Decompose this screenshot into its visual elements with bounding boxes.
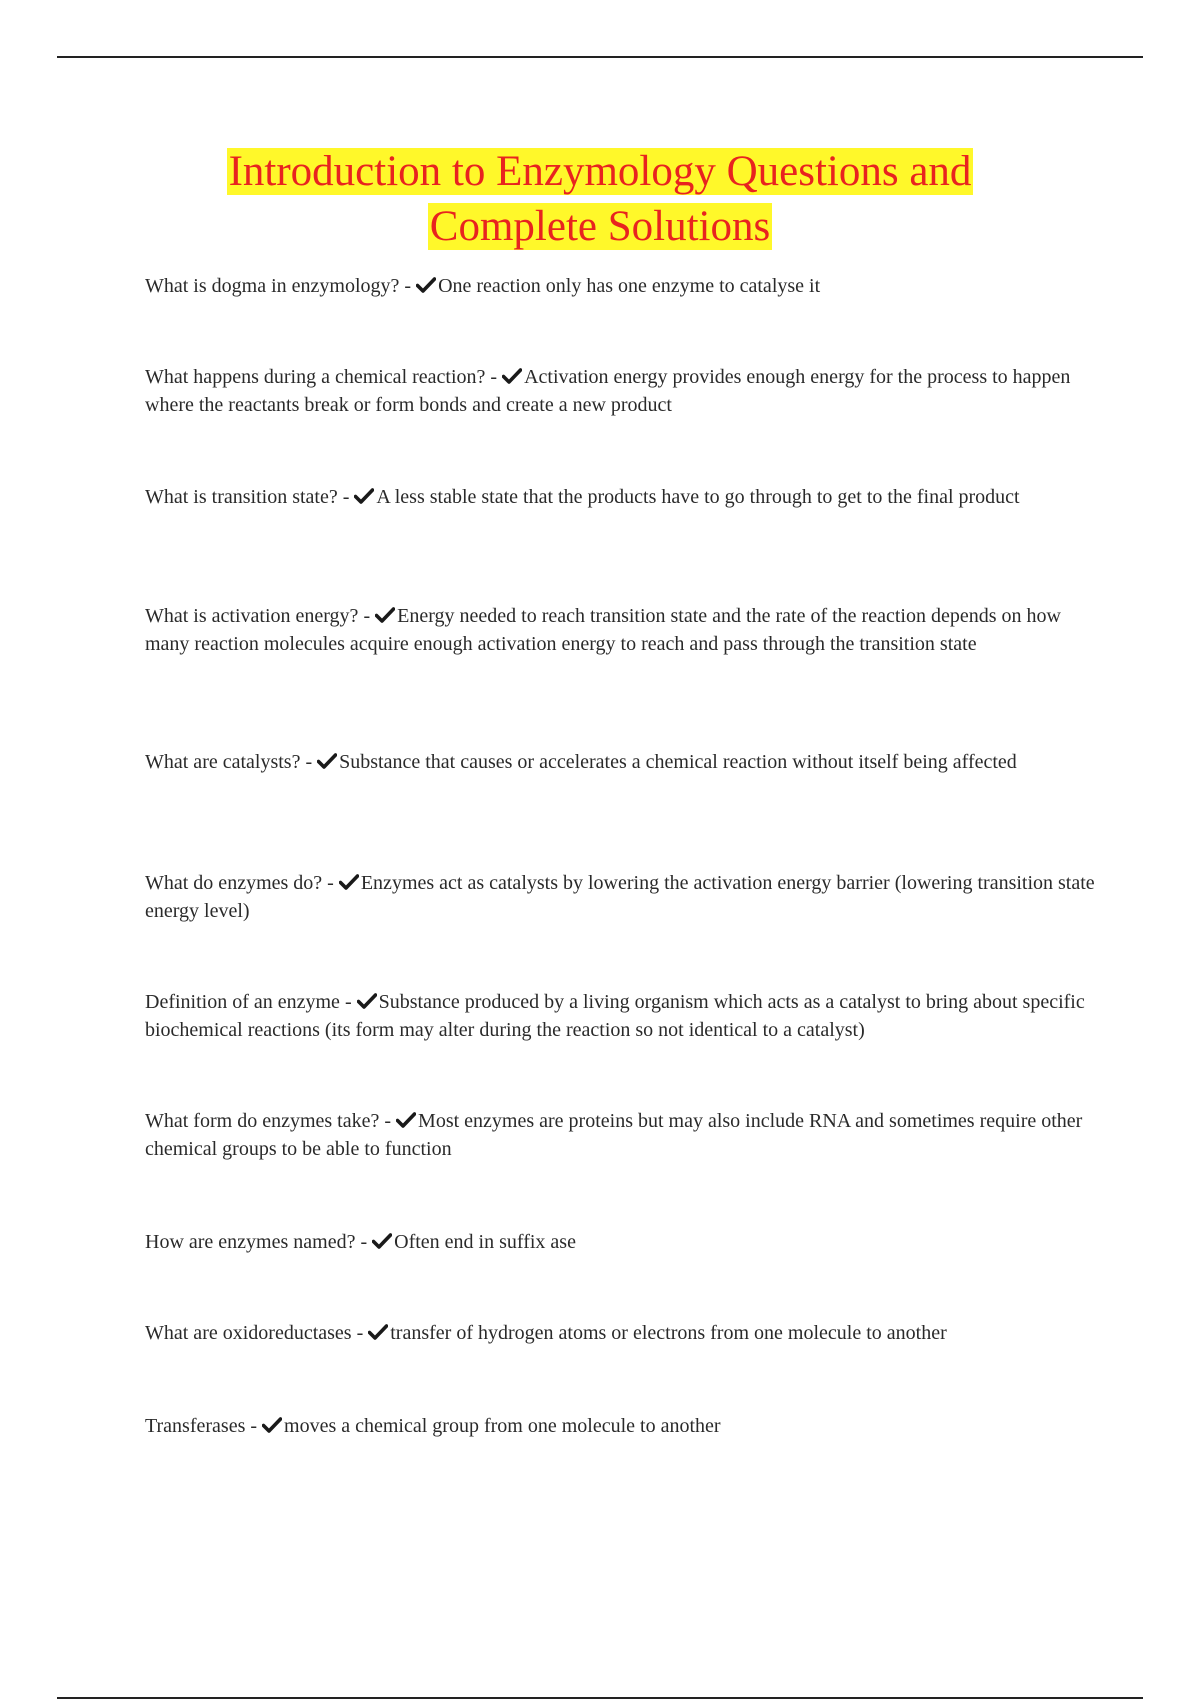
answer-text: One reaction only has one enzyme to catalyse it: [438, 275, 821, 297]
separator: -: [355, 1231, 373, 1253]
answer-text: Substance that causes or accelerates a chemical reaction without itself being affected: [339, 751, 1017, 773]
check-mark-icon: [262, 1417, 282, 1433]
bottom-rule: [57, 1697, 1143, 1699]
answer-text: Activation energy provides enough energy for the process to happen where the reactants break or form bonds and create a new product: [145, 366, 1071, 416]
qa-item: [145, 483, 1095, 511]
question-text: What are oxidoreductases: [145, 1322, 352, 1344]
separator: -: [300, 751, 318, 773]
qa-item: [145, 1319, 1095, 1347]
question-text: What form do enzymes take?: [145, 1110, 380, 1132]
qa-item: [145, 1228, 1095, 1256]
separator: -: [485, 366, 503, 388]
check-mark-icon: [317, 753, 337, 769]
check-mark-icon: [375, 607, 395, 623]
question-text: What is activation energy?: [145, 605, 359, 627]
question-text: What is transition state?: [145, 486, 338, 508]
question-text: What happens during a chemical reaction?: [145, 366, 486, 388]
answer-text: transfer of hydrogen atoms or electrons from one molecule to another: [390, 1322, 947, 1344]
check-mark-icon: [339, 874, 359, 890]
answer-text: moves a chemical group from one molecule to another: [284, 1415, 721, 1437]
separator: -: [379, 1110, 397, 1132]
question-text: Transferases: [145, 1415, 246, 1437]
separator: -: [339, 991, 357, 1013]
question-text: What is dogma in enzymology?: [145, 275, 400, 297]
separator: -: [351, 1322, 369, 1344]
separator: -: [337, 486, 355, 508]
answer-text: Substance produced by a living organism which acts as a catalyst to bring about specific biochemical reactions (its form may alter during the reaction so not identical to a catalyst): [145, 991, 1085, 1041]
separator: -: [245, 1415, 263, 1437]
check-mark-icon: [372, 1233, 392, 1249]
question-text: Definition of an enzyme: [145, 991, 340, 1013]
separator: -: [322, 872, 339, 894]
question-text: What do enzymes do?: [145, 872, 323, 894]
qa-item: [145, 748, 1095, 776]
answer-text: Often end in suffix ase: [394, 1231, 576, 1253]
check-mark-icon: [354, 488, 374, 504]
separator: -: [358, 605, 376, 627]
answer-text: A less stable state that the products have to go through to get to the final product: [376, 486, 1020, 508]
qa-item: [145, 1412, 1095, 1440]
qa-item: [145, 602, 1095, 658]
top-rule: [57, 56, 1143, 58]
title-line-1: Introduction to Enzymology Questions and: [228, 148, 972, 195]
answer-text: Most enzymes are proteins but may also include RNA and sometimes require other chemical groups to be able to function: [145, 1110, 1083, 1160]
question-text: How are enzymes named?: [145, 1231, 356, 1253]
answer-text: Energy needed to reach transition state and the rate of the reaction depends on how many reaction molecules acquire enough activation energy to reach and pass through the transition state: [145, 605, 1061, 655]
qa-item: [145, 1107, 1095, 1163]
check-mark-icon: [396, 1112, 416, 1128]
qa-item: [145, 869, 1095, 925]
title-line-2: Complete Solutions: [429, 203, 771, 250]
qa-item: [145, 272, 1095, 300]
check-mark-icon: [357, 993, 377, 1009]
page-title: [150, 144, 1050, 254]
separator: -: [399, 275, 417, 297]
answer-text: Enzymes act as catalysts by lowering the activation energy barrier (lowering transition state energy level): [145, 872, 1095, 922]
question-text: What are catalysts?: [145, 751, 301, 773]
qa-item: [145, 988, 1095, 1044]
check-mark-icon: [502, 368, 522, 384]
qa-item: [145, 363, 1095, 419]
check-mark-icon: [368, 1324, 388, 1340]
check-mark-icon: [416, 277, 436, 293]
